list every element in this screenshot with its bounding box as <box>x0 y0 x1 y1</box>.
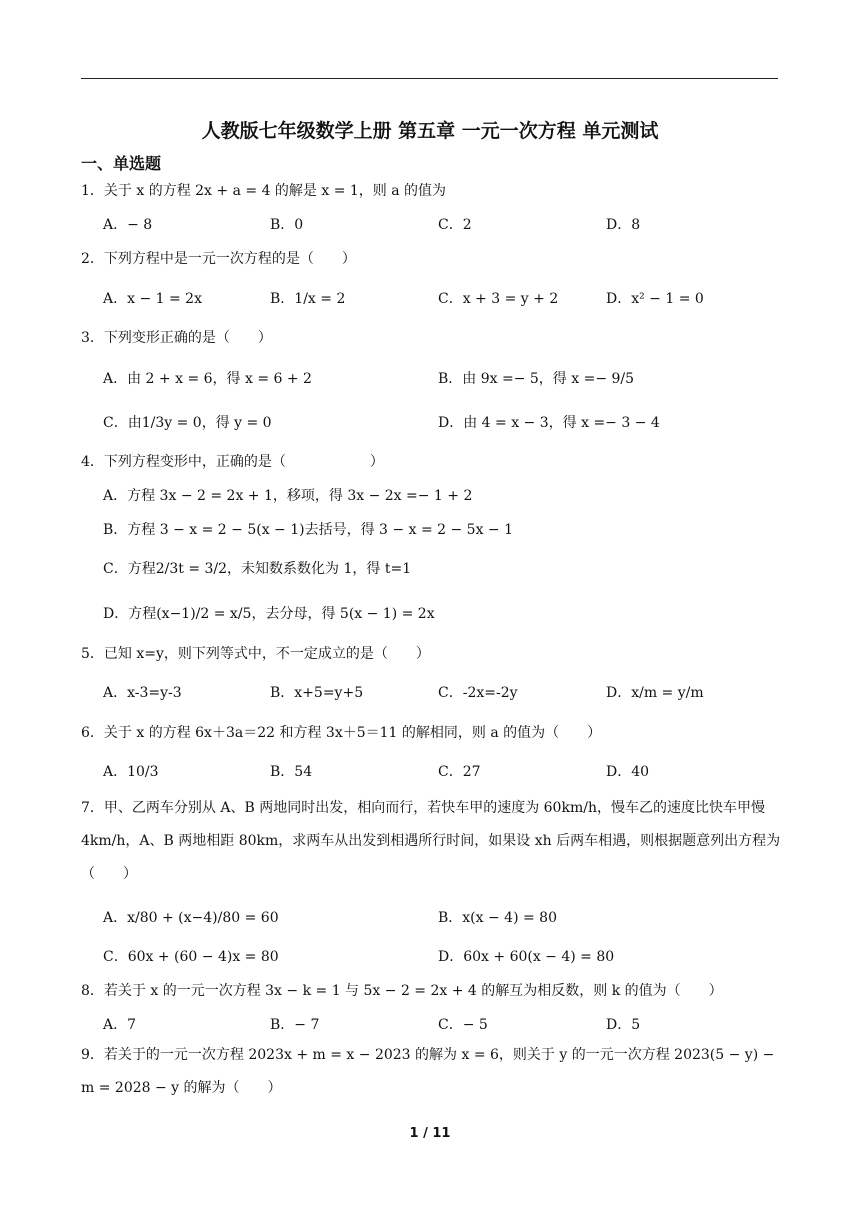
option: C．x + 3 = y + 2 <box>438 291 559 307</box>
option: C．方程2/3t = 3/2，未知数系数化为 1，得 t=1 <box>103 561 412 577</box>
header-rule <box>81 78 778 79</box>
option: D．40 <box>606 764 650 780</box>
question-stem: 9．若关于的一元一次方程 2023x + m = x − 2023 的解为 x = 6，则关于 y 的一元一次方程 2023(5 − y) − m = 2028 − y 的解为（ ） <box>81 1047 775 1096</box>
question-stem: 8．若关于 x 的一元一次方程 3x − k = 1 与 5x − 2 = 2x + 4 的解互为相反数，则 k 的值为（ ） <box>81 983 723 999</box>
option: B．− 7 <box>270 1017 320 1033</box>
option: D．60x + 60(x − 4) = 80 <box>438 949 615 965</box>
option: C．2 <box>438 217 472 233</box>
option: C．60x + (60 − 4)x = 80 <box>103 949 279 965</box>
option: B．x(x − 4) = 80 <box>438 910 557 926</box>
option: D．5 <box>606 1017 641 1033</box>
option: B．由 9x =− 5，得 x =− 9/5 <box>438 371 635 387</box>
option: D．由 4 = x − 3，得 x =− 3 − 4 <box>438 415 660 431</box>
option: C．由1/3y = 0，得 y = 0 <box>103 415 272 431</box>
option: A．7 <box>103 1017 137 1033</box>
option: A．x-3=y-3 <box>103 685 182 701</box>
option: A．x/80 + (x−4)/80 = 60 <box>103 910 279 926</box>
option: B．方程 3 − x = 2 − 5(x − 1)去括号，得 3 − x = 2 − 5x − 1 <box>103 522 513 538</box>
option: D．8 <box>606 217 641 233</box>
option: A．− 8 <box>103 217 153 233</box>
option: C．27 <box>438 764 481 780</box>
document-title: 人教版七年级数学上册 第五章 一元一次方程 单元测试 <box>201 120 659 142</box>
question-stem: 1．关于 x 的方程 2x + a = 4 的解是 x = 1，则 a 的值为 <box>81 183 447 199</box>
option: A．10/3 <box>103 764 159 780</box>
option: C．− 5 <box>438 1017 488 1033</box>
question-stem: 4．下列方程变形中，正确的是（ ） <box>81 454 384 470</box>
option: B．1/x = 2 <box>270 291 346 307</box>
question-stem: 2．下列方程中是一元一次方程的是（ ） <box>81 251 356 267</box>
option: B．x+5=y+5 <box>270 685 364 701</box>
question-stem: 5．已知 x=y，则下列等式中，不一定成立的是（ ） <box>81 646 430 662</box>
option: C．-2x=-2y <box>438 685 518 701</box>
section-heading: 一、单选题 <box>81 154 162 173</box>
option: D．x/m = y/m <box>606 685 704 701</box>
option: A．x − 1 = 2x <box>103 291 202 307</box>
option: A．由 2 + x = 6，得 x = 6 + 2 <box>103 371 312 387</box>
page-number: 1 / 11 <box>409 1126 451 1141</box>
question-stem: 6．关于 x 的方程 6x＋3a＝22 和方程 3x＋5＝11 的解相同，则 a 的值为（ ） <box>81 725 602 741</box>
question-stem: 7．甲、乙两车分别从 A、B 两地同时出发，相向而行，若快车甲的速度为 60km/h，慢车乙的速度比快车甲慢 4km/h，A、B 两地相距 80km，求两车从出发到相遇所行时间，如果设 xh 后两车相遇，则根据题意列出方程为（ ） <box>81 800 781 882</box>
option: B．54 <box>270 764 313 780</box>
option: B．0 <box>270 217 304 233</box>
option: D．x² − 1 = 0 <box>606 291 704 307</box>
option: A．方程 3x − 2 = 2x + 1，移项，得 3x − 2x =− 1 + 2 <box>103 488 473 504</box>
option: D．方程(x−1)/2 = x/5，去分母，得 5(x − 1) = 2x <box>103 606 435 622</box>
question-stem: 3．下列变形正确的是（ ） <box>81 330 272 346</box>
